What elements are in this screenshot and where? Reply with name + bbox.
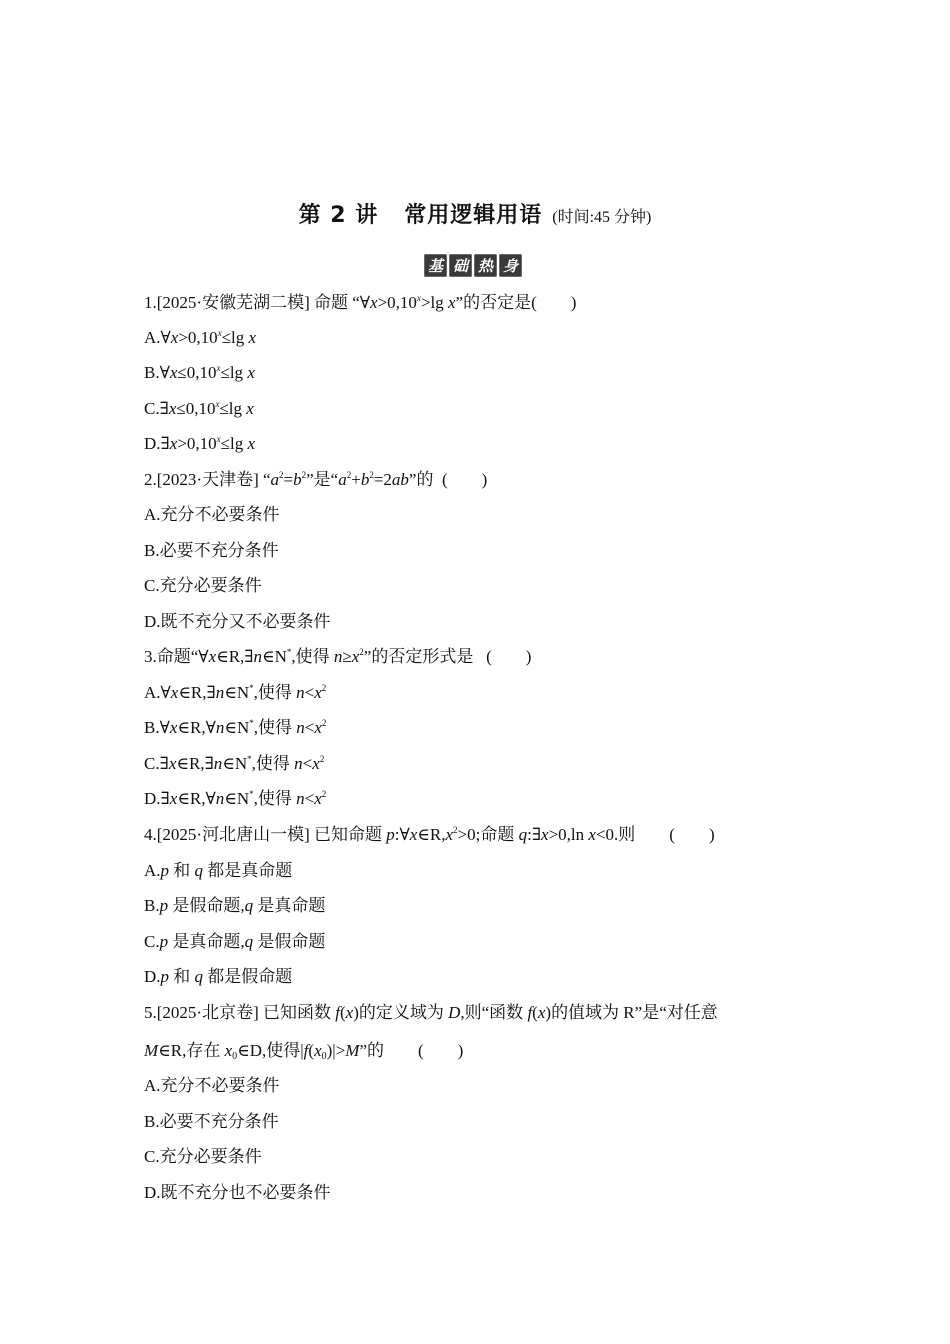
math-var: q — [194, 861, 204, 880]
question-3-option-b[interactable]: B.∀x∈R,∀n∈N*,使得 $n<x^2$ — [144, 718, 327, 737]
math-sup: 2 — [319, 754, 325, 764]
math-var: x — [224, 1041, 233, 1060]
math-var: n — [296, 683, 305, 702]
math-var: x — [312, 754, 320, 773]
stem-text: 的定义域为 — [358, 1003, 449, 1022]
question-2-option-a[interactable]: A.充分不必要条件 — [144, 505, 280, 524]
math-text: ) — [545, 1003, 552, 1022]
math-text: ≤0,10 — [177, 363, 217, 382]
math-var: x — [541, 825, 549, 844]
math-text: ≤0,10 — [176, 399, 216, 418]
math-text: >lg — [420, 293, 448, 312]
math-var: x — [351, 647, 360, 666]
math-var: p — [160, 967, 170, 986]
paren: ) — [570, 293, 577, 312]
math-text: ∈R, — [216, 647, 245, 666]
badge-char: 身 — [499, 254, 522, 277]
math-text: : — [527, 825, 532, 844]
quote: “ — [352, 293, 360, 312]
math-var: x — [409, 825, 418, 844]
question-source: [2025·安徽芜湖二模] — [156, 293, 310, 312]
math-symbol: ∀ — [159, 363, 170, 382]
question-5-stem-cont — [144, 1040, 463, 1062]
math-sup: x — [216, 363, 221, 373]
stem-text: >0;命题 — [457, 825, 519, 844]
math-var: n — [215, 683, 225, 702]
math-var: b — [360, 470, 370, 489]
math-sub: 0 — [232, 1051, 238, 1062]
stem-text: ”的否定是( — [455, 293, 537, 312]
badge-char: 础 — [449, 254, 472, 277]
math-var: x — [168, 399, 177, 418]
math-var: x — [537, 1003, 546, 1022]
question-source: [2025·河北唐山一模] — [156, 825, 310, 844]
question-4-option-b[interactable]: B.p 是假命题,q 是真命题 — [144, 896, 326, 915]
math-var: f — [303, 1041, 309, 1060]
math-text: >0,10 — [178, 328, 218, 347]
title-topic: 常用逻辑用语 — [404, 203, 543, 228]
math-var: x — [314, 683, 322, 702]
paren: ) — [481, 470, 488, 489]
paren: ( — [441, 470, 448, 489]
math-var: x — [314, 789, 322, 808]
math-var: f — [527, 1003, 533, 1022]
math-sup: * — [249, 683, 254, 693]
math-sup: 2 — [301, 470, 307, 480]
option-text: 是真命题 — [253, 896, 326, 915]
question-4-option-a[interactable]: A.p 和 q 都是真命题 — [144, 861, 293, 880]
math-text: : — [394, 825, 400, 844]
answer-blank[interactable] — [492, 646, 526, 668]
math-var: x — [314, 1041, 322, 1060]
option-text: 是假命题 — [253, 932, 326, 951]
question-5-option-c[interactable]: C.充分必要条件 — [144, 1147, 262, 1166]
answer-blank[interactable] — [448, 469, 482, 491]
math-var: x — [168, 754, 177, 773]
stem-text: ,使得 — [253, 789, 297, 808]
option-text: 和 — [169, 967, 195, 986]
question-4-option-d[interactable]: D.p 和 q 都是假命题 — [144, 967, 293, 986]
math-sup: 2 — [369, 470, 374, 480]
question-2-option-c[interactable]: C.充分必要条件 — [144, 576, 262, 595]
math-sup: 2 — [321, 683, 327, 693]
question-source: [2023·天津卷] — [156, 470, 259, 489]
question-3-option-d[interactable]: D.∃x∈R,∀n∈N*,使得 $n<x^2$ — [144, 789, 327, 808]
math-text: ( — [532, 1003, 538, 1022]
answer-blank[interactable] — [424, 1040, 458, 1062]
question-number: 4. — [144, 825, 157, 844]
math-text: ≤lg — [220, 363, 248, 382]
math-var: n — [253, 647, 263, 666]
math-sup: * — [249, 789, 254, 799]
math-symbol: ∃ — [160, 434, 170, 453]
math-text: ( — [308, 1041, 315, 1060]
math-sub: 0 — [321, 1051, 327, 1062]
math-text: ∈R, — [176, 754, 205, 773]
math-var: n — [296, 789, 305, 808]
stem-text: ∈R,存在 — [158, 1041, 225, 1060]
stem-text: ,使得 — [251, 754, 295, 773]
question-1-option-c[interactable]: $C.\exists x\le 0,10^x\le\lg$ x — [144, 399, 254, 418]
math-text: < — [304, 718, 315, 737]
math-var: f — [335, 1003, 340, 1022]
stem-text: ,使得 — [253, 718, 297, 737]
math-symbol: ∀ — [198, 647, 209, 666]
stem-text: ,则“函数 — [460, 1003, 528, 1022]
stem-text: ∈D,使得| — [237, 1041, 304, 1060]
math-text: = — [283, 470, 294, 489]
math-text: ≥ — [342, 647, 352, 666]
math-text: ≤lg — [221, 328, 249, 347]
page-title — [0, 198, 950, 229]
time-note: (时间:45 分钟) — [552, 209, 652, 226]
question-4-stem — [144, 824, 715, 846]
math-text: >0,10 — [377, 293, 417, 312]
math-symbol: ∃ — [531, 825, 542, 844]
math-var: x — [246, 399, 254, 418]
question-2-stem: 2.[2023·天津卷] “$a^2=b^2$”是“$a^2+b^2=2ab$”的 ( ) — [144, 470, 488, 489]
math-var: q — [518, 825, 528, 844]
math-var: x — [248, 328, 257, 347]
math-var: x — [314, 718, 322, 737]
math-var: p — [386, 825, 395, 844]
math-var: a — [338, 470, 347, 489]
math-var: x — [247, 363, 255, 382]
paren: ) — [525, 647, 532, 666]
math-symbol: ∀ — [399, 825, 410, 844]
question-5-option-a[interactable]: A.充分不必要条件 — [144, 1076, 280, 1095]
math-var: x — [170, 328, 179, 347]
math-symbol: ∀ — [359, 293, 371, 312]
math-var: a — [270, 470, 280, 489]
math-text: ∈N — [224, 718, 250, 737]
math-sup: x — [215, 399, 220, 409]
paren: ) — [708, 825, 715, 844]
math-text: >0,10 — [177, 434, 217, 453]
math-var: x — [169, 718, 178, 737]
math-sup: * — [247, 754, 252, 764]
question-1-stem: 1.[2025·安徽芜湖二模] 命题 “$\forall x>0,10^x>\lg$ x”的否定是( ) — [144, 293, 577, 312]
stem-text: 命题“ — [156, 647, 199, 666]
math-text: < — [302, 754, 313, 773]
math-var: x — [208, 647, 217, 666]
math-text: ∈N — [222, 754, 248, 773]
stem-text: <0.则 — [595, 825, 636, 844]
question-2-option-d[interactable]: D.既不充分又不必要条件 — [144, 612, 331, 631]
question-source: [2025·北京卷] — [156, 1003, 259, 1022]
option-text: 和 — [169, 861, 195, 880]
math-var: p — [159, 932, 169, 951]
math-text: ) — [353, 1003, 359, 1022]
stem-text: ,使得 — [291, 647, 334, 666]
badge-char: 基 — [424, 254, 447, 277]
stem-text: ”的否定形式是 — [363, 647, 474, 666]
question-number: 5. — [144, 1003, 157, 1022]
math-text: ∈R, — [177, 789, 206, 808]
math-sup: 2 — [321, 718, 327, 728]
math-var: n — [215, 789, 225, 808]
math-symbol: ∀ — [205, 718, 216, 737]
math-text: ∈R, — [417, 825, 446, 844]
title-lecture: 第 2 讲 — [298, 203, 379, 228]
question-5-option-b[interactable]: B.必要不充分条件 — [144, 1112, 279, 1131]
option-text: 都是真命题 — [203, 861, 293, 880]
math-var: M — [144, 1041, 159, 1060]
math-text: + — [351, 470, 361, 489]
math-var: x — [169, 789, 178, 808]
math-var: x — [448, 293, 456, 312]
option-text: 是真命题, — [168, 932, 245, 951]
math-sup: x — [217, 328, 222, 338]
math-text: ∈R, — [177, 718, 206, 737]
math-sup: 2 — [279, 470, 284, 480]
math-text: ∈N — [224, 789, 250, 808]
question-3-option-c[interactable]: C.∃x∈R,∃n∈N*,使得 $n<x^2$ — [144, 754, 325, 773]
question-number: 3. — [144, 647, 157, 666]
question-3-option-a[interactable]: A.∀x∈R,∃n∈N*,使得 $n<x^2$ — [144, 683, 327, 702]
math-var: q — [244, 932, 254, 951]
stem-text: ”的 — [408, 470, 434, 489]
math-var: b — [293, 470, 302, 489]
question-2-option-b[interactable]: B.必要不充分条件 — [144, 541, 279, 560]
math-var: n — [215, 718, 225, 737]
math-var: x — [247, 434, 256, 453]
math-var: p — [160, 861, 170, 880]
math-var: x — [588, 825, 596, 844]
math-sup: * — [286, 647, 292, 657]
paren: ( — [418, 1041, 424, 1060]
math-var: n — [333, 647, 343, 666]
question-number: 1. — [144, 293, 157, 312]
math-var: ab — [391, 470, 409, 489]
math-sup: * — [249, 718, 254, 728]
math-sup: x — [416, 293, 421, 303]
math-symbol: ∀ — [159, 718, 170, 737]
math-text: ∈R, — [178, 683, 207, 702]
math-symbol: ∀ — [160, 328, 171, 347]
option-text: 都是假命题 — [203, 967, 293, 986]
math-sup: 2 — [346, 470, 352, 480]
math-var: x — [445, 825, 454, 844]
math-var: x — [169, 434, 178, 453]
option-text: 是假命题, — [168, 896, 245, 915]
math-symbol: ∃ — [204, 754, 214, 773]
math-text: ≤lg — [220, 434, 248, 453]
math-symbol: ∃ — [244, 647, 254, 666]
stem-text: ”是“ — [306, 470, 339, 489]
math-symbol: ∃ — [159, 399, 169, 418]
math-symbol: ∀ — [160, 683, 171, 702]
paren: ( — [669, 825, 675, 844]
math-var: x — [370, 293, 378, 312]
math-text: )|> — [326, 1041, 346, 1060]
math-sup: 2 — [321, 789, 327, 799]
math-var: n — [296, 718, 305, 737]
question-3-stem — [144, 646, 531, 668]
answer-blank[interactable] — [537, 292, 571, 314]
math-var: x — [169, 363, 178, 382]
math-sup: x — [216, 434, 221, 444]
question-number: 2. — [144, 470, 157, 489]
math-var: n — [213, 754, 223, 773]
stem-text: ,使得 — [253, 683, 297, 702]
question-5-stem — [144, 1002, 718, 1024]
math-text: ( — [339, 1003, 346, 1022]
math-var: n — [294, 754, 303, 773]
math-var: D — [448, 1003, 461, 1022]
math-text: =2 — [373, 470, 392, 489]
math-symbol: ∃ — [206, 683, 216, 702]
stem-text: 已知命题 — [313, 825, 387, 844]
math-var: x — [345, 1003, 354, 1022]
stem-text: ”的 — [359, 1041, 384, 1060]
math-text: >0,ln — [548, 825, 589, 844]
math-symbol: ∃ — [160, 789, 170, 808]
math-var: q — [194, 967, 204, 986]
math-var: x — [170, 683, 179, 702]
math-text: < — [304, 683, 315, 702]
question-5-option-d[interactable]: D.既不充分也不必要条件 — [144, 1183, 331, 1202]
math-var: M — [345, 1041, 360, 1060]
question-4-option-c[interactable]: C.p 是真命题,q 是假命题 — [144, 932, 326, 951]
math-var: p — [159, 896, 169, 915]
section-badge — [424, 254, 522, 278]
math-var: q — [244, 896, 254, 915]
stem-text: 已知函数 — [262, 1003, 336, 1022]
math-sup: 2 — [453, 825, 458, 835]
math-text: ∈N — [224, 683, 250, 702]
math-text: < — [304, 789, 315, 808]
question-1-option-a[interactable]: $A.\forall x>0,10^x\le\lg$ x — [144, 328, 257, 347]
math-text: ∈N — [262, 647, 287, 666]
question-1-option-d[interactable]: $D.\exists x>0,10^x\le\lg$ x — [144, 434, 256, 453]
paren: ( — [486, 647, 492, 666]
math-symbol: ∃ — [159, 754, 169, 773]
badge-char: 热 — [474, 254, 497, 277]
question-1-option-b[interactable]: $B.\forall x\le 0,10^x\le\lg$ x — [144, 363, 255, 382]
math-text: ≤lg — [219, 399, 247, 418]
paren: ) — [457, 1041, 464, 1060]
math-symbol: ∀ — [205, 789, 216, 808]
math-sup: 2 — [359, 647, 364, 657]
answer-blank[interactable] — [675, 824, 709, 846]
stem-text: 的值域为 R”是“对任意 — [551, 1003, 718, 1022]
